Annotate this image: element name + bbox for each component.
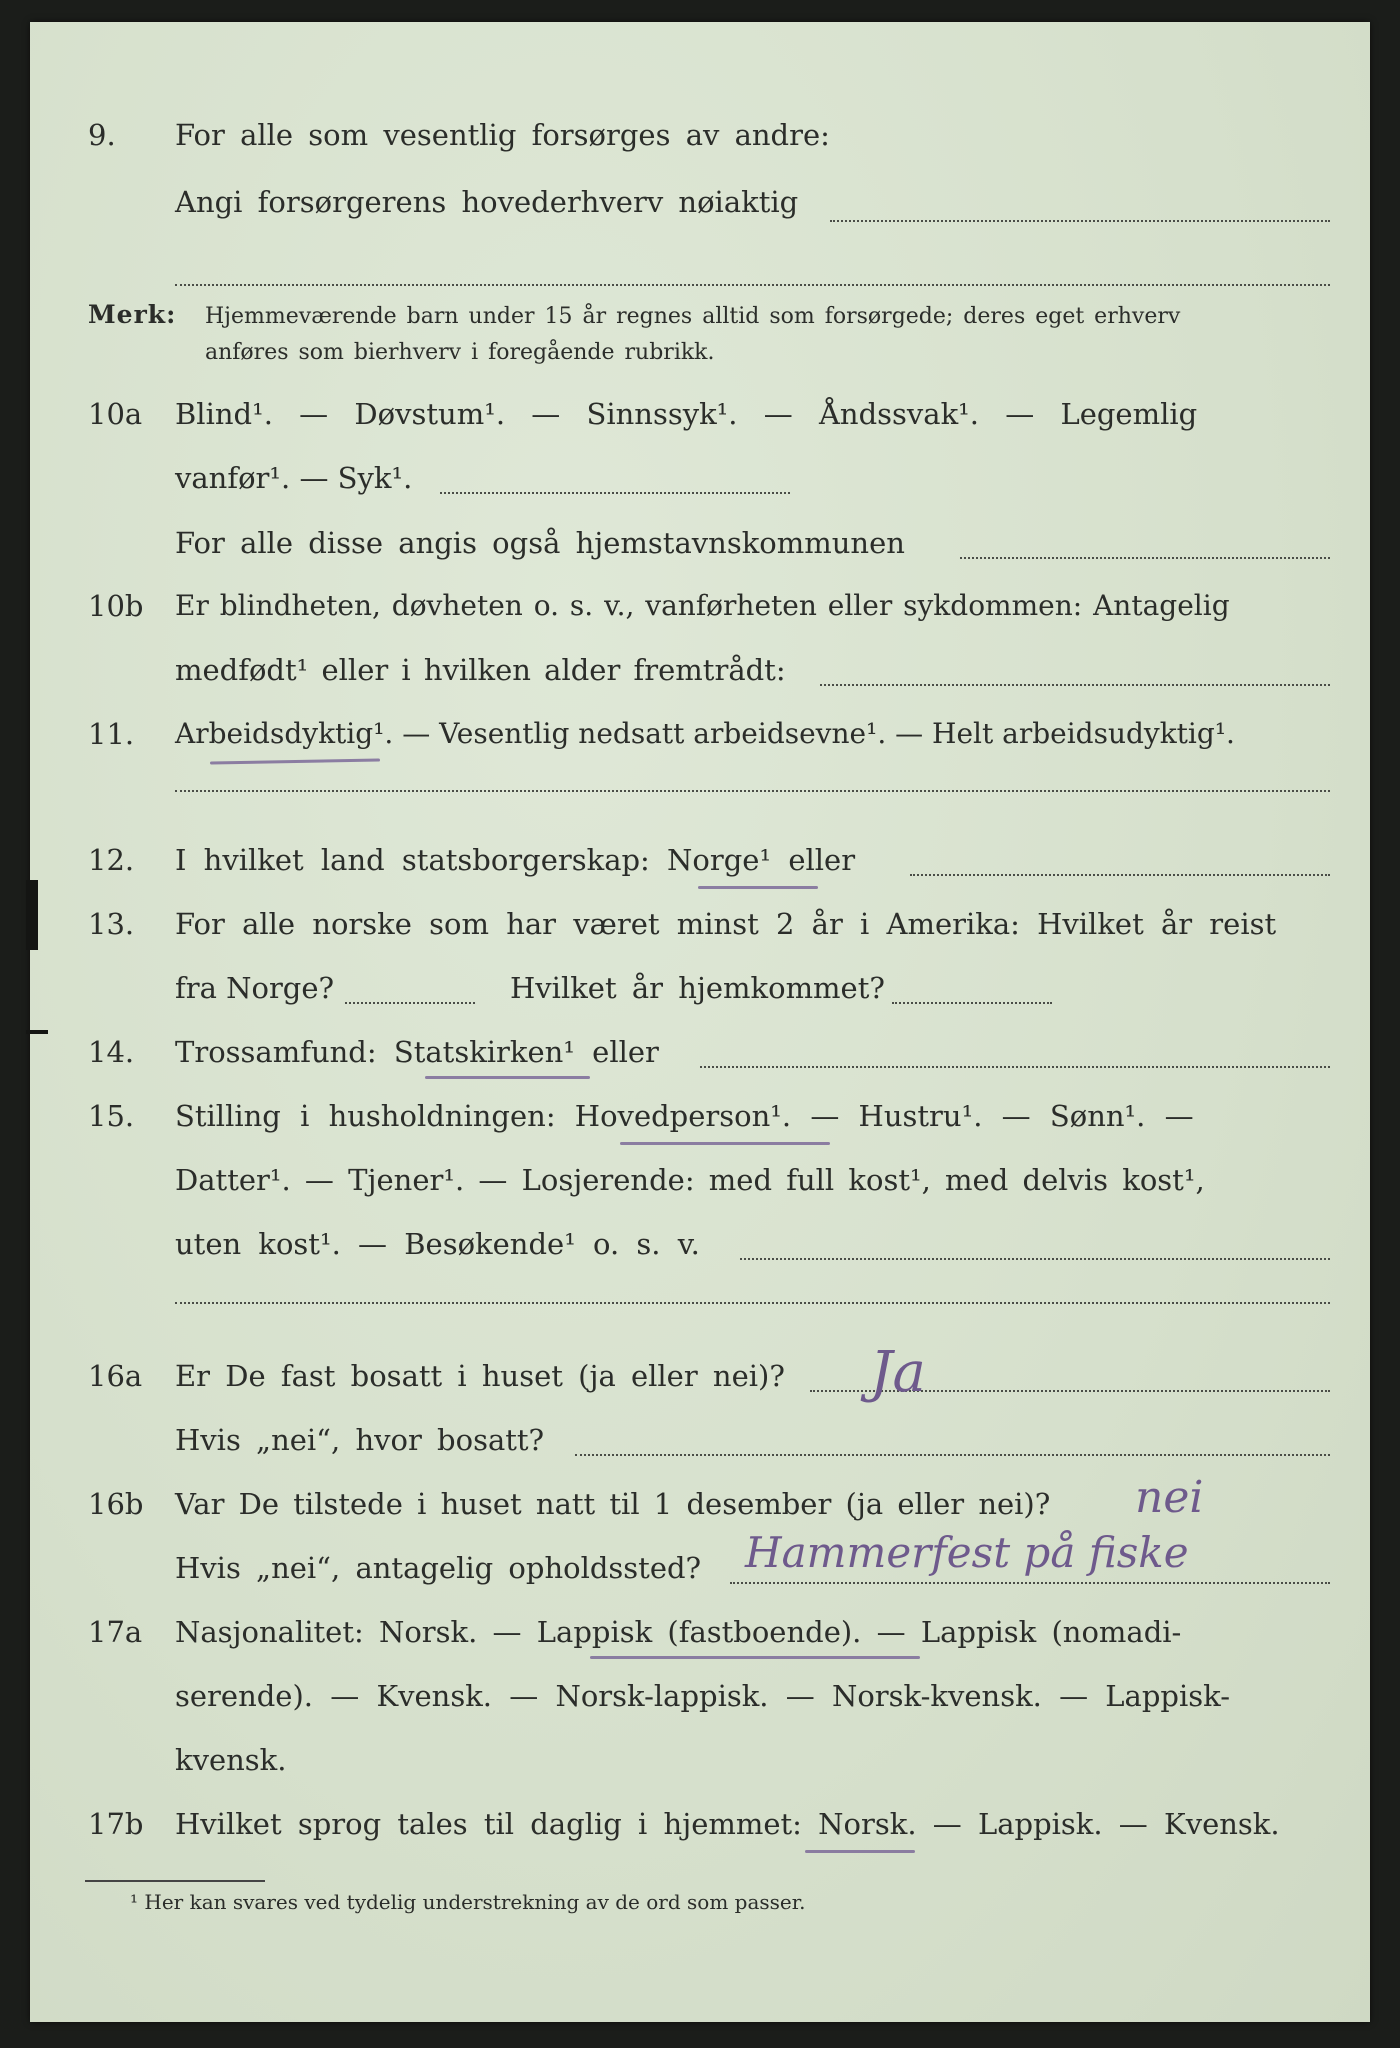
q16b-handwritten-opholdssted: Hammerfest på fiske <box>745 1528 1189 1577</box>
binding-tear <box>26 880 38 950</box>
q12-line1: I hvilket land statsborgerskap: Norge¹ eller <box>175 843 856 877</box>
q15-line3: uten kost¹. — Besøkende¹ o. s. v. <box>175 1227 700 1261</box>
q16b-line2: Hvis „nei“, antagelig opholdssted? <box>175 1551 702 1585</box>
q15-number: 15. <box>88 1099 135 1133</box>
q17a-line1: Nasjonalitet: Norsk. — Lappisk (fastboende). — Lappisk (nomadi- <box>175 1615 1182 1649</box>
q10b-line2: medfødt¹ eller i hvilken alder fremtrådt: <box>175 653 786 687</box>
q9-line2: Angi forsørgerens hovederhverv nøiaktig <box>175 185 799 219</box>
q16a-line2: Hvis „nei“, hvor bosatt? <box>175 1423 545 1457</box>
q16a-handwritten-answer: Ja <box>870 1340 926 1405</box>
q13-reist-line <box>345 1002 475 1004</box>
q13-number: 13. <box>88 907 135 941</box>
q10a-line1: Blind¹. — Døvstum¹. — Sinnssyk¹. — Åndssvak¹. — Legemlig <box>175 397 1198 431</box>
q15-answer-line-2 <box>175 1302 1330 1304</box>
q17a-line3: kvensk. <box>175 1743 287 1777</box>
q11-number: 11. <box>88 717 135 751</box>
q9-answer-line-2 <box>175 284 1330 286</box>
q12-answer-line <box>910 874 1330 876</box>
q14-handwritten-underline <box>425 1076 590 1079</box>
q16a-line1: Er De fast bosatt i huset (ja eller nei)? <box>175 1359 785 1393</box>
census-form-page <box>30 22 1370 2022</box>
merk-line1: Hjemmeværende barn under 15 år regnes alltid som forsørgede; deres eget erhverv <box>205 304 1181 329</box>
q9-answer-line <box>830 220 1330 222</box>
footnote: ¹ Her kan svares ved tydelig understrekning av de ord som passer. <box>130 1890 806 1914</box>
q15-line1: Stilling i husholdningen: Hovedperson¹. — Hustru¹. — Sønn¹. — <box>175 1099 1194 1133</box>
q11-handwritten-underline <box>210 759 380 765</box>
q10a-answer-line <box>440 492 790 494</box>
q14-number: 14. <box>88 1035 135 1069</box>
q17a-handwritten-underline <box>590 1656 920 1659</box>
q17a-number: 17a <box>88 1615 143 1649</box>
q17a-line2: serende). — Kvensk. — Norsk-lappisk. — Norsk-kvensk. — Lappisk- <box>175 1679 1230 1713</box>
q13-line2b: Hvilket år hjemkommet? <box>510 971 885 1005</box>
q15-answer-line <box>740 1258 1330 1260</box>
q13-hjemkommet-line <box>892 1002 1052 1004</box>
q10a-number: 10a <box>88 397 143 431</box>
q16b-line1: Var De tilstede i huset natt til 1 desember (ja eller nei)? <box>175 1487 1051 1521</box>
q10a-line3: For alle disse angis også hjemstavnskommunen <box>175 526 905 560</box>
q16b-handwritten-answer: nei <box>1135 1472 1204 1523</box>
q17b-line1: Hvilket sprog tales til daglig i hjemmet: Norsk. — Lappisk. — Kvensk. <box>175 1807 1280 1841</box>
q13-line1: For alle norske som har været minst 2 år i Amerika: Hvilket år reist <box>175 907 1277 941</box>
q17b-handwritten-underline <box>805 1850 915 1853</box>
q14-answer-line <box>700 1066 1330 1068</box>
q11-answer-line <box>175 790 1330 792</box>
q12-number: 12. <box>88 843 135 877</box>
q10b-answer-line <box>820 684 1330 686</box>
q10b-line1: Er blindheten, døvheten o. s. v., vanførheten eller sykdommen: Antagelig <box>175 589 1230 622</box>
q16a-number: 16a <box>88 1359 143 1393</box>
q16b-opholdssted-line <box>730 1582 1330 1584</box>
q16a-bosatt-line <box>575 1454 1330 1456</box>
q11-line1: Arbeidsdyktig¹. — Vesentlig nedsatt arbeidsevne¹. — Helt arbeidsudyktig¹. <box>175 717 1235 750</box>
q10a-line2: vanfør¹. — Syk¹. <box>175 461 413 495</box>
q10b-number: 10b <box>88 589 144 623</box>
q9-line1: For alle som vesentlig forsørges av andre: <box>175 118 830 152</box>
q9-number: 9. <box>88 118 116 152</box>
q13-line2a: fra Norge? <box>175 971 335 1005</box>
footnote-rule <box>85 1880 265 1882</box>
q17b-number: 17b <box>88 1807 144 1841</box>
binding-mark <box>26 1030 48 1034</box>
q10a-hjemstavn-line <box>960 557 1330 559</box>
merk-label: Merk: <box>88 300 177 329</box>
q16b-number: 16b <box>88 1487 144 1521</box>
q15-handwritten-underline <box>620 1142 830 1145</box>
q12-handwritten-underline <box>698 886 818 889</box>
q15-line2: Datter¹. — Tjener¹. — Losjerende: med full kost¹, med delvis kost¹, <box>175 1163 1205 1197</box>
merk-line2: anføres som bierhverv i foregående rubrikk. <box>205 340 715 365</box>
q14-line1: Trossamfund: Statskirken¹ eller <box>175 1035 659 1069</box>
